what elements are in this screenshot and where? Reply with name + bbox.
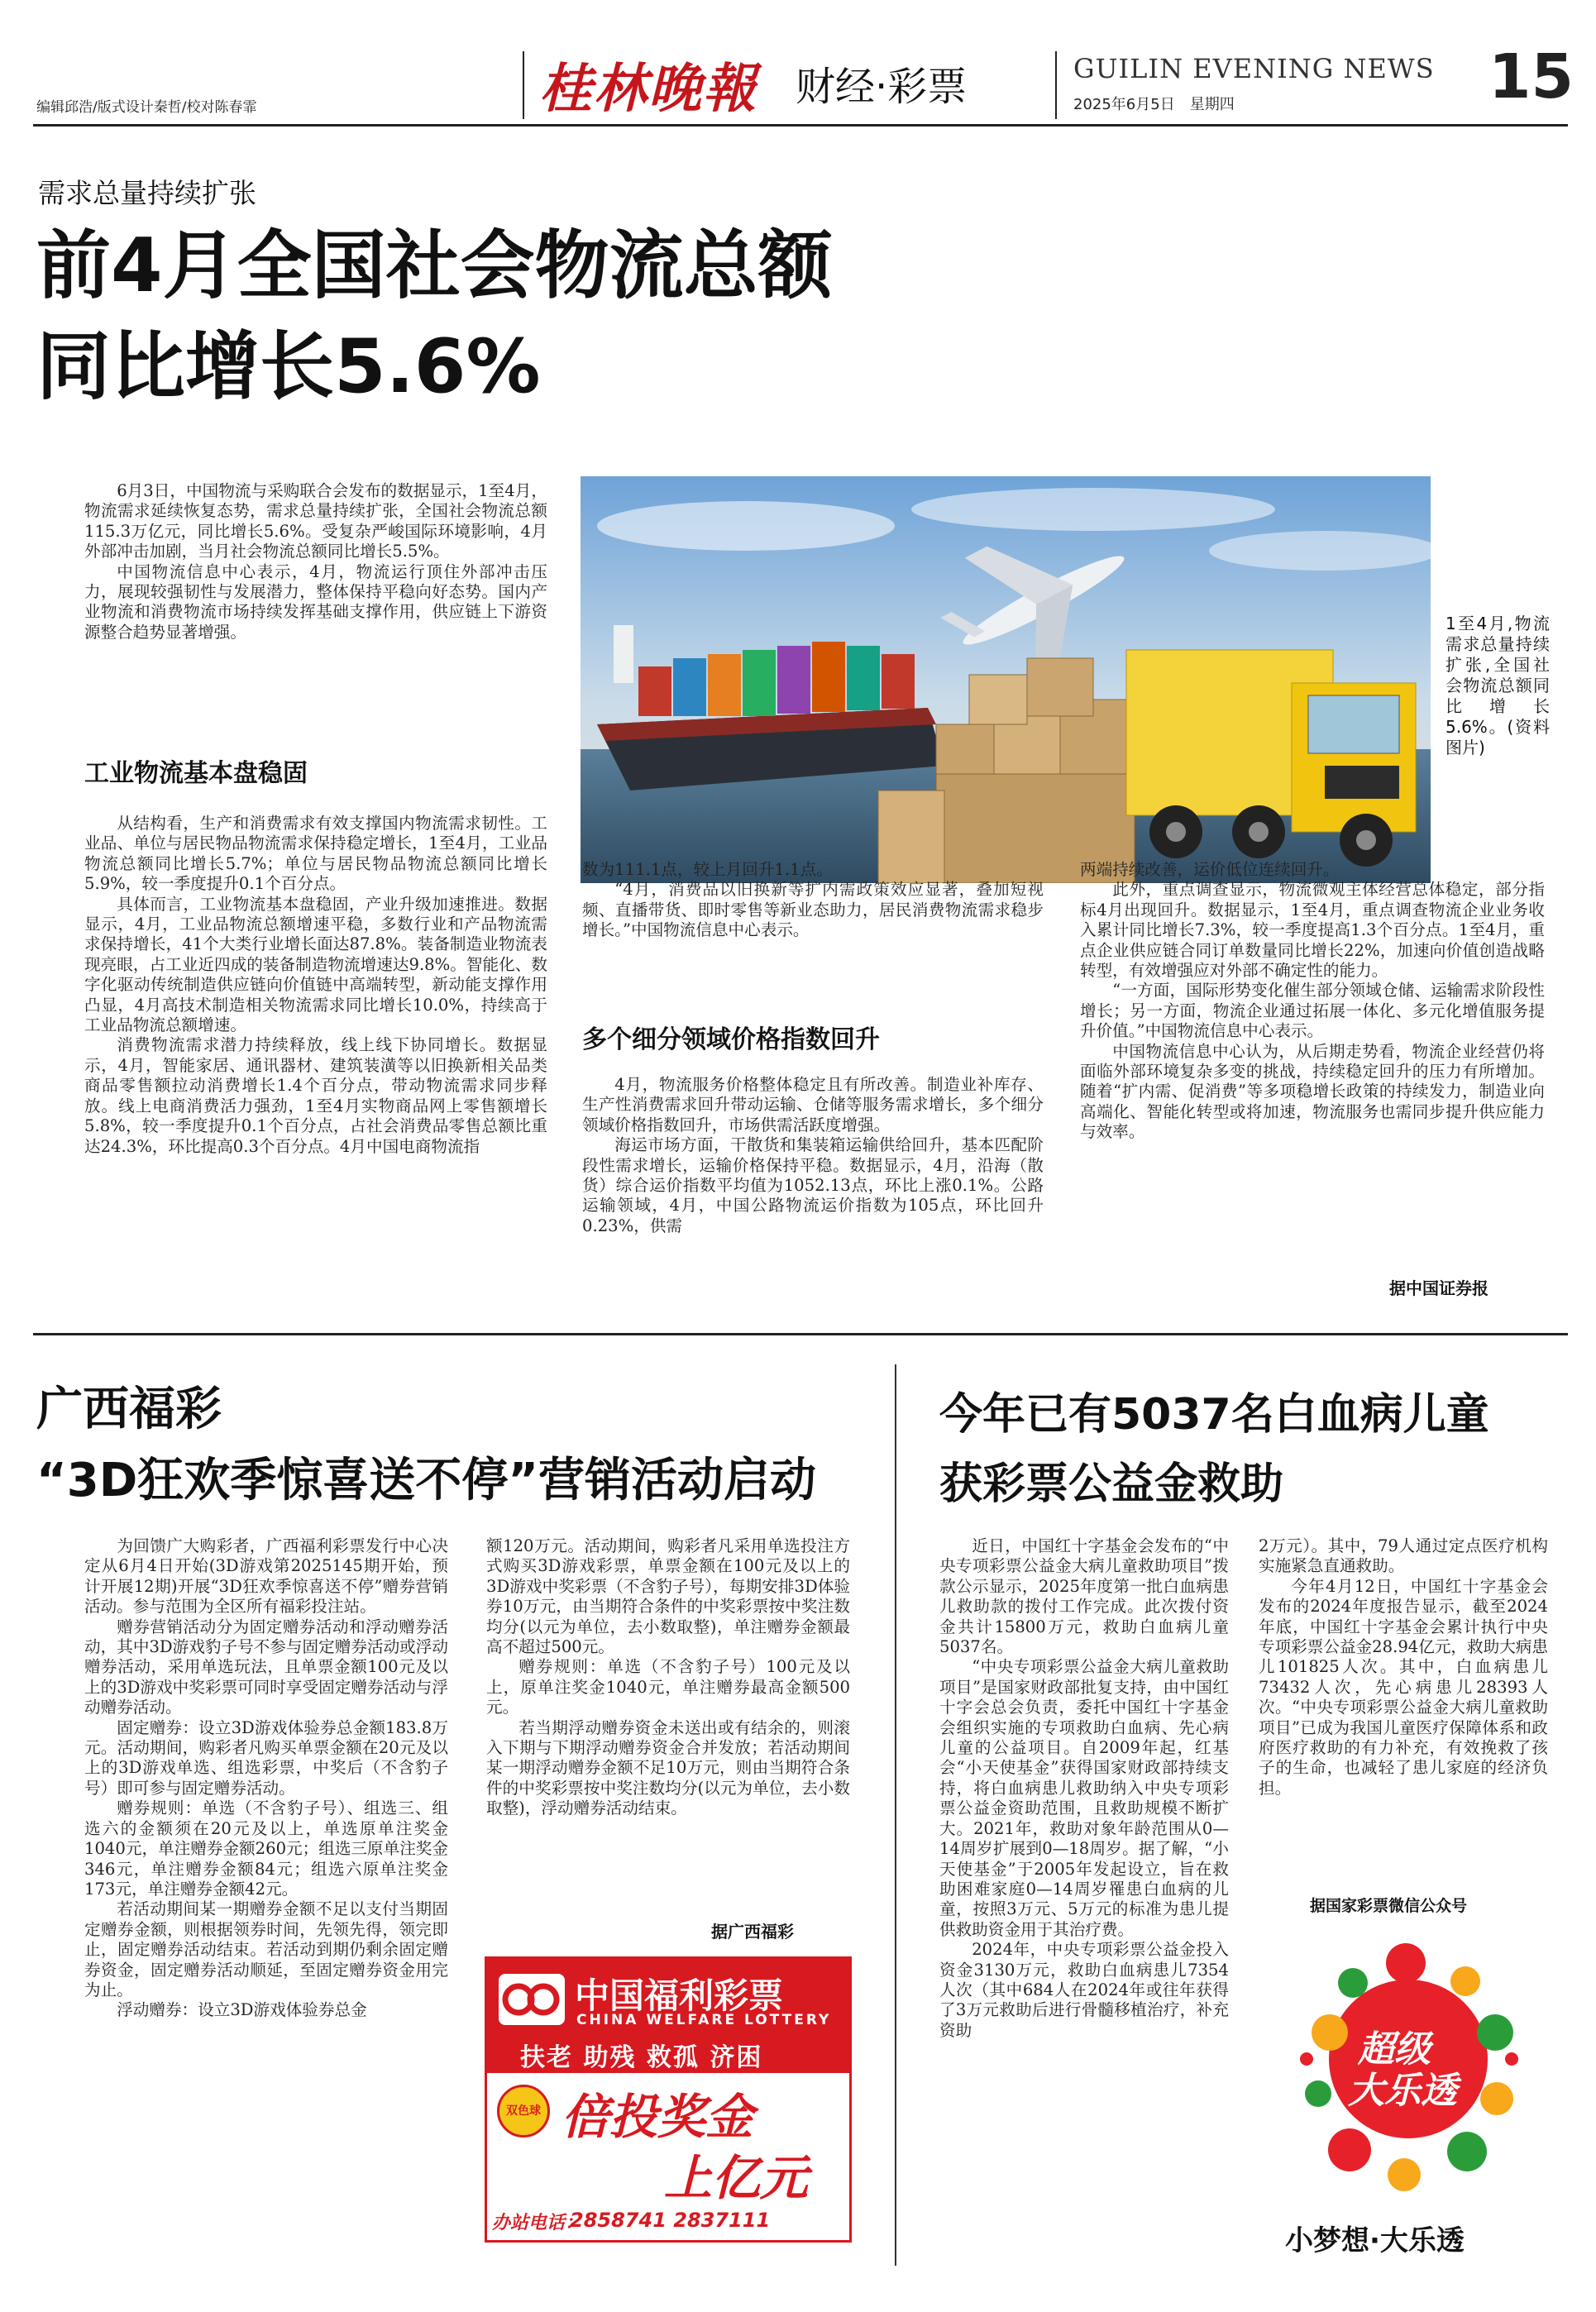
welfare-name-cn: 中国福利彩票 — [575, 1975, 784, 2016]
paragraph: 浮动赠券：设立3D游戏体验券总金 — [117, 2000, 367, 2020]
welfare-logo-icon — [499, 1974, 565, 2025]
welfare-promo-line2: 上亿元 — [664, 2150, 809, 2206]
leukemia-col2 — [1259, 1536, 1548, 1875]
lottery-headline-line2: “3D狂欢季惊喜送不停”营销活动启动 — [36, 1454, 817, 1507]
welfare-name-en: CHINA WELFARE LOTTERY — [576, 2012, 832, 2028]
logistics-col2-body — [582, 1075, 1044, 1285]
masthead-rule — [33, 124, 1568, 127]
super-lotto-ad — [1272, 1935, 1545, 2266]
paragraph: “中央专项彩票公益金大病儿童救助项目”是国家财政部批复支持，由中国红十字会总会负责，委托中国红十字基金会组织实施的专项救助白血病、先心病儿童的公益项目。自2009年起，红基会“小天使基金”获得国家财政部持续支持，将白血病患儿救助纳入中央专项彩票公益金资助范围，且救助规模不断扩大。2021年，救助对象年龄范围从0—14周岁扩展到0—18周岁。据了解，“小天使基金”于2005年发起设立，旨在救助困难家庭0—14周岁罹患白血病的儿童，按照3万元、5万元的标准为患儿提供救助资金用于其治疗费。 — [939, 1657, 1229, 1939]
editor-credits: 编辑邱浩/版式设计秦哲/校对陈春霏 — [36, 99, 257, 116]
paragraph: “一方面，国际形势变化催生部分领域仓储、运输需求阶段性增长；另一方面，物流企业通过拓展一体化、多元化增值服务提升价值。”中国物流信息中心表示。 — [1080, 981, 1545, 1041]
super-lotto-slogan: 小梦想·大乐透 — [1285, 2224, 1465, 2257]
article-headline-line1: 前4月全国社会物流总额 — [36, 222, 833, 309]
double-color-ball-badge — [497, 2085, 550, 2138]
paragraph: 从结构看，生产和消费需求有效支撑国内物流需求韧性。工业品、单位与居民物品物流需求保持稳定增长，1至4月，工业品物流总额同比增长5.7%；单位与居民物品物流总额同比增长5.9%，较一季度提升0.1个百分点。 — [84, 814, 547, 894]
paragraph: 赠券营销活动分为固定赠券活动和浮动赠券活动，其中3D游戏豹子号不参与固定赠券活动或浮动赠券活动，采用单选玩法，且单票金额100元及以上的3D游戏中奖彩票可同时享受固定赠券活动与浮动赠券活动。 — [84, 1617, 448, 1717]
paragraph: 4月，物流服务价格整体稳定且有所改善。制造业补库存、生产性消费需求回升带动运输、仓储等服务需求增长，多个细分领域价格指数回升，市场供需活跃度增强。 — [582, 1075, 1044, 1135]
paragraph: 若当期浮动赠券资金未送出或有结余的，则滚入下期与下期浮动赠券资金合并发放；若活动期间某一期浮动赠券金额不足10万元，则由当期符合条件的中奖彩票按中奖注数均分(以元为单位，去小数取整)，浮动赠券活动结束。 — [486, 1717, 850, 1818]
paragraph: 赠券规则：单选（不含豹子号）、组选三、组选六的金额须在20元及以上，单选原单注奖金1040元，单注赠券金额260元；组选三原单注奖金346元，单注赠券金额84元；组选六原单注奖金173元，单注赠券金额42元。 — [84, 1798, 448, 1899]
welfare-promo-line1: 倍投奖金 — [561, 2089, 754, 2145]
paragraph: 额120万元。活动期间，购彩者凡采用单选投注方式购买3D游戏彩票，单票金额在100元及以上的3D游戏中奖彩票（不含豹子号），每期安排3D体验券10万元，由当期符合条件的中奖彩票按中奖注数均分(以元为单位，去小数取整)，单注赠券金额最高不超过500元。 — [486, 1536, 850, 1657]
section-rule — [33, 1333, 1568, 1335]
subhead-industrial-logistics: 工业物流基本盘稳固 — [84, 759, 308, 788]
paragraph: 中国物流信息中心表示，4月，物流运行顶住外部冲击压力，展现较强韧性与发展潜力，整体保持平稳向好态势。国内产业物流和消费物流市场持续发挥基础支撑作用，供应链上下游资源整合趋势显著增强。 — [84, 561, 547, 642]
paragraph: 赠券规则：单选（不含豹子号）100元及以上，原单注奖金1040元，单注赠券最高金额500元。 — [486, 1657, 850, 1717]
paragraph: 为回馈广大购彩者，广西福利彩票发行中心决定从6月4日开始(3D游戏第2025145期开始，预计开展12期)开展“3D狂欢季惊喜送不停”赠券营销活动。参与范围为全区所有福彩投注站。 — [84, 1536, 448, 1617]
paragraph: 6月3日，中国物流与采购联合会发布的数据显示，1至4月，物流需求延续恢复态势，需求总量持续扩张，全国社会物流总额115.3万亿元，同比增长5.6%。受复杂严峻国际环境影响，4月外部冲击加剧，当月社会物流总额同比增长5.5%。 — [84, 481, 547, 561]
logistics-col2-top — [582, 860, 1044, 984]
paragraph: 若活动期间某一期赠券金额不足以支付当期固定赠券金额，则根据领券时间，先领先得，领完即止，固定赠券活动结束。若活动到期仍剩余固定赠券资金，固定赠券活动顺延，至固定赠券资金用完为止。 — [84, 1899, 448, 1999]
subhead-price-index: 多个细分领域价格指数回升 — [582, 1025, 880, 1054]
logistics-col3 — [1080, 860, 1545, 1270]
leukemia-headline-line2: 获彩票公益金救助 — [939, 1459, 1284, 1509]
leukemia-col1 — [939, 1536, 1229, 2257]
logistics-col1-body — [84, 814, 547, 1285]
paragraph: 2024年，中央专项彩票公益金投入资金3130万元，救助白血病患儿7354人次（其中684人在2024年或往年获得了3万元救助后进行骨髓移植治疗，补充资助 — [939, 1940, 1229, 2040]
paragraph: 两端持续改善，运价低位连续回升。 — [1080, 860, 1340, 879]
newspaper-logo: 桂林晚報 — [539, 58, 757, 120]
logistics-photo — [581, 476, 1431, 883]
paragraph: 近日，中国红十字基金会发布的“中央专项彩票公益金大病儿童救助项目”拨款公示显示，2025年度第一批白血病患儿救助款的拨付工作完成。此次拨付资金共计15800万元，救助白血病儿童5037名。 — [939, 1536, 1229, 1657]
paragraph: 海运市场方面，干散货和集装箱运输供给回升，基本匹配阶段性需求增长，运输价格保持平稳。数据显示，4月，沿海（散货）综合运价指数平均值为1052.13点，环比上涨0.1%。公路运输领域，4月，中国公路物流运价指数为105点，环比回升0.23%，供需 — [582, 1135, 1044, 1235]
paragraph: 中国物流信息中心认为，从后期走势看，物流企业经营仍将面临外部环境复杂多变的挑战，持续稳定回升的压力有所增加。随着“扩内需、促消费”等多项稳增长政策的持续发力，制造业向高端化、智能化转型或将加速，物流服务也需同步提升供应能力与效率。 — [1080, 1041, 1545, 1142]
lottery-source-credit: 据广西福彩 — [711, 1922, 794, 1942]
article-headline-line2: 同比增长5.6% — [36, 323, 541, 410]
page-number: 15 — [1488, 41, 1574, 112]
super-lotto-line2: 大乐透 — [1348, 2070, 1457, 2112]
masthead-divider-right — [1055, 51, 1057, 119]
column-divider — [895, 1364, 896, 2266]
paragraph: 2万元）。其中，79人通过定点医疗机构实施紧急直通救助。 — [1259, 1536, 1548, 1576]
paragraph: 消费物流需求潜力持续释放，线上线下协同增长。数据显示，4月，智能家居、通讯器材、建筑装潢等以旧换新相关品类商品零售额拉动消费增长1.4个百分点，带动物流需求同步释放。线上电商消费活力强劲，1至4月实物商品网上零售额增长5.8%，较一季度提升0.1个百分点，占社会消费品零售总额比重达24.3%，环比提高0.3个百分点。4月中国电商物流指 — [84, 1035, 547, 1156]
welfare-lottery-ad — [485, 1956, 852, 2243]
photo-caption: 1至4月,物流需求总量持续扩张,全国社会物流总额同比增长5.6%。(资料图片) — [1445, 614, 1550, 757]
paragraph: 今年4月12日，中国红十字基金会发布的2024年度报告显示，截至2024年底，中国红十字基金会累计执行中央专项彩票公益金28.94亿元，救助大病患儿101825人次。其中，白血病患儿73432人次，先心病患儿28393人次。“中央专项彩票公益金大病儿童救助项目”已成为我国儿童医疗保障体系和政府医疗救助的有力补充，有效挽救了孩子的生命，也减轻了患儿家庭的经济负担。 — [1259, 1576, 1548, 1798]
section-name: 财经·彩票 — [796, 64, 968, 110]
welfare-slogan: 扶老 助残 救孤 济困 — [520, 2043, 763, 2072]
paper-english-name: GUILIN EVENING NEWS — [1073, 53, 1435, 84]
article-kicker: 需求总量持续扩张 — [38, 177, 256, 209]
issue-date: 2025年6月5日 星期四 — [1073, 96, 1235, 113]
welfare-phone-number: 2858741 2837111 — [570, 2209, 771, 2232]
leukemia-source-credit: 据国家彩票微信公众号 — [1310, 1897, 1468, 1915]
lottery-headline-line1: 广西福彩 — [36, 1383, 222, 1436]
cargo-ship-plane-truck-illustration — [581, 476, 1431, 883]
logistics-source-credit: 据中国证券报 — [1389, 1278, 1488, 1298]
paragraph: 数为111.1点，较上月回升1.1点。 — [582, 860, 833, 879]
paragraph: 此外，重点调查显示，物流微观主体经营总体稳定，部分指标4月出现回升。数据显示，1至4月，重点调查物流企业业务收入累计同比增长7.3%，较一季度提高1.3个百分点。1至4月，重点企业供应链合同订单数量同比增长22%，加速向价值创造战略转型，有效增强应对外部不确定性的能力。 — [1080, 880, 1545, 981]
welfare-phone-label: 办站电话： — [492, 2213, 584, 2233]
welfare-ad-header — [487, 1959, 849, 2073]
super-lotto-line1: 超级 — [1358, 2028, 1431, 2071]
badge-label: 双色球 — [506, 2104, 541, 2118]
paragraph: “4月，消费品以旧换新等扩内需政策效应显著，叠加短视频、直播带货、即时零售等新业态助力，居民消费物流需求稳步增长。”中国物流信息中心表示。 — [582, 880, 1044, 940]
paragraph: 固定赠券：设立3D游戏体验券总金额183.8万元。活动期间，购彩者凡购买单票金额在20元及以上的3D游戏单选、组选彩票，中奖后（不含豹子号）即可参与固定赠券活动。 — [84, 1717, 448, 1798]
masthead-divider-left — [523, 51, 524, 119]
lottery-col2 — [486, 1536, 850, 1908]
logistics-col1-intro — [84, 481, 547, 721]
leukemia-headline-line1: 今年已有5037名白血病儿童 — [939, 1390, 1489, 1440]
lottery-col1 — [84, 1536, 448, 2239]
paragraph: 具体而言，工业物流基本盘稳固，产业升级加速推进。数据显示，4月，工业品物流总额增速平稳，多数行业和产品物流需求保持增长，41个大类行业增长面达87.8%。装备制造业物流表现亮眼，占工业近四成的装备制造物流增速达9.8%。智能化、数字化驱动传统制造供应链向价值链中高端转型，新动能支撑作用凸显，4月高技术制造相关物流需求同比增长10.0%，持续高于工业品物流总额增速。 — [84, 894, 547, 1035]
